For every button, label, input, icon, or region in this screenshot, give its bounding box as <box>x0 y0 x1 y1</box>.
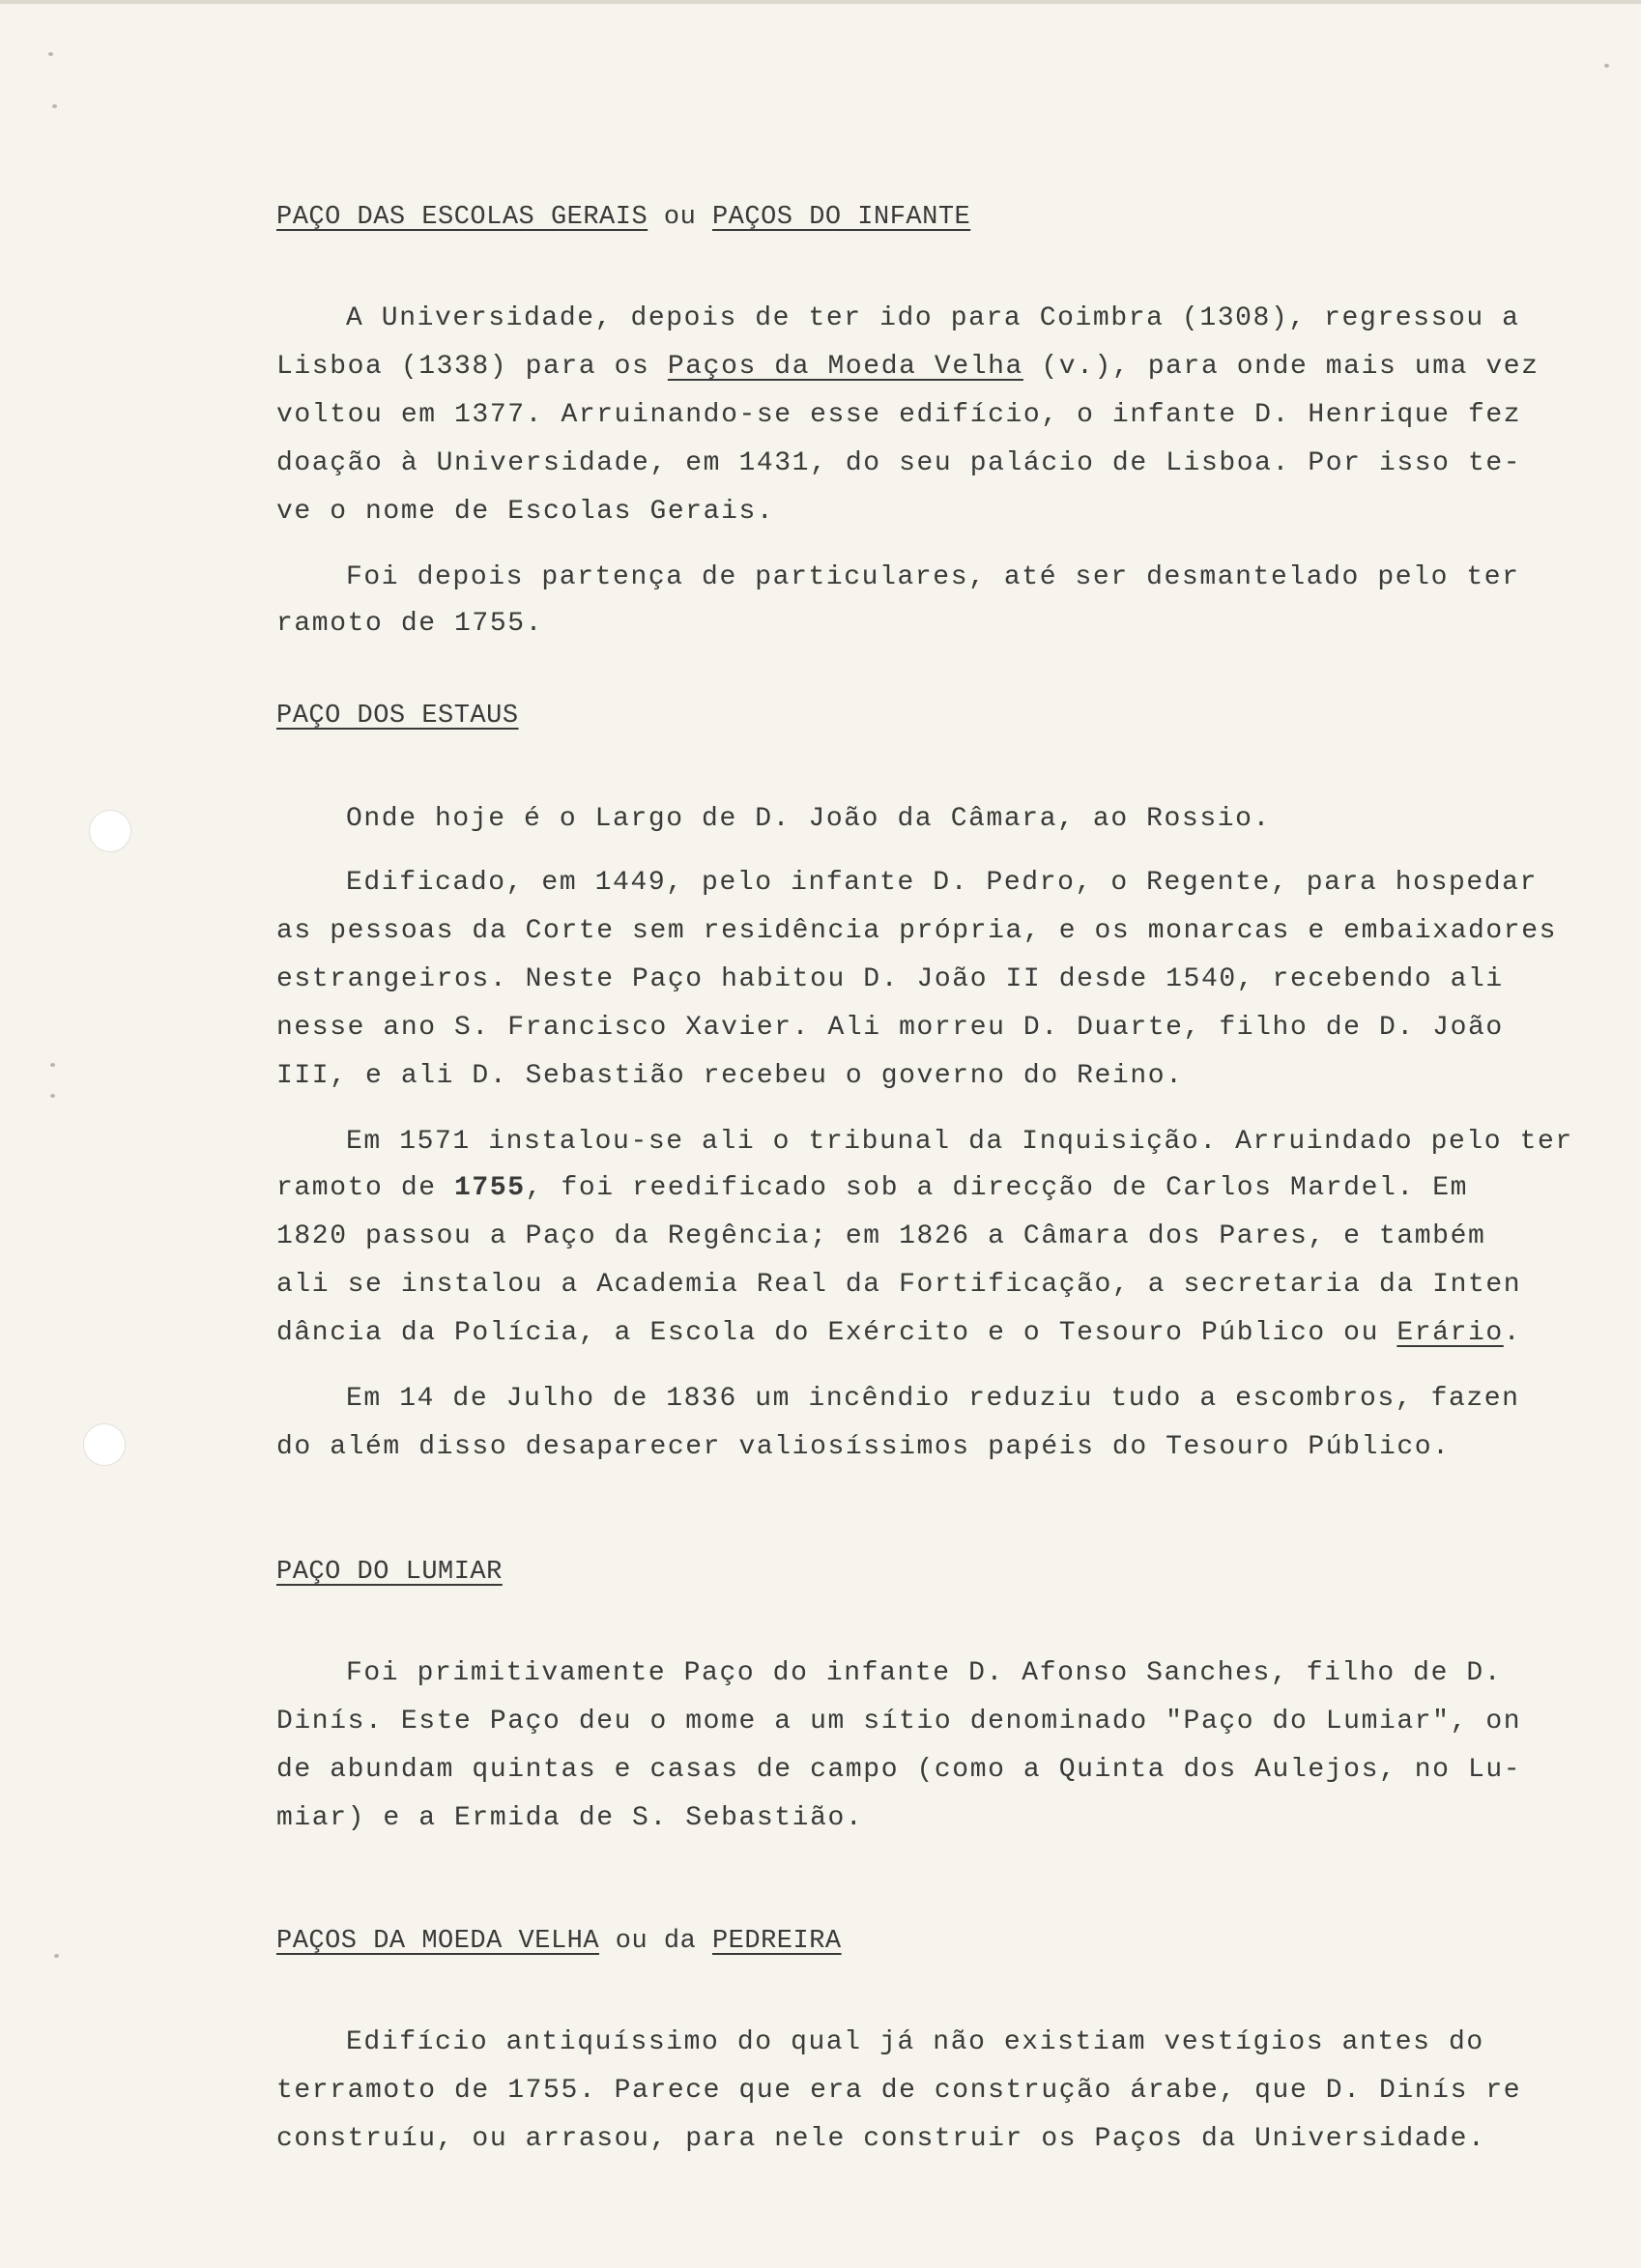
paragraph-line: Em 14 de Julho de 1836 um incêndio reduziu tudo a escombros, fazen <box>346 1384 1520 1414</box>
paragraph-line: nesse ano S. Francisco Xavier. Ali morreu D. Duarte, filho de D. João <box>276 1013 1504 1043</box>
paragraph-line: ramoto de 1755. <box>276 609 544 639</box>
paragraph-line: terramoto de 1755. Parece que era de construção árabe, que D. Dinís re <box>276 2076 1522 2106</box>
paragraph-line: ramoto de 1755, foi reedificado sob a direcção de Carlos Mardel. Em <box>276 1173 1469 1203</box>
paper-speck <box>52 104 57 108</box>
paragraph-line: voltou em 1377. Arruinando-se esse edifício, o infante D. Henrique fez <box>276 400 1522 430</box>
paragraph-line: 1820 passou a Paço da Regência; em 1826 a Câmara dos Pares, e também <box>276 1221 1486 1251</box>
paragraph-line: de abundam quintas e casas de campo (como a Quinta dos Aulejos, no Lu- <box>276 1755 1522 1785</box>
paragraph-line: ve o nome de Escolas Gerais. <box>276 497 775 527</box>
section-heading-estaus: PAÇO DOS ESTAUS <box>276 702 519 731</box>
paragraph-line: Foi depois partença de particulares, até ser desmantelado pelo ter <box>346 562 1520 592</box>
paragraph-line: doação à Universidade, em 1431, do seu palácio de Lisboa. Por isso te- <box>276 448 1522 478</box>
paragraph-line: construíu, ou arrasou, para nele construir os Paços da Universidade. <box>276 2124 1486 2154</box>
paragraph-line: Edificado, em 1449, pelo infante D. Pedro, o Regente, para hospedar <box>346 868 1538 898</box>
reference-link-text: Erário <box>1396 1318 1504 1348</box>
paragraph-line: A Universidade, depois de ter ido para Coimbra (1308), regressou a <box>346 303 1520 333</box>
paragraph-line: dância da Polícia, a Escola do Exército e o Tesouro Público ou Erário. <box>276 1318 1522 1348</box>
paper-speck <box>50 1094 55 1098</box>
corrected-year: 1755 <box>454 1173 526 1203</box>
reference-link-text: Paços da Moeda Velha <box>667 352 1023 382</box>
paragraph-line: Foi primitivamente Paço do infante D. Afonso Sanches, filho de D. <box>346 1658 1503 1688</box>
section-heading-moeda-velha: PAÇOS DA MOEDA VELHA ou da PEDREIRA <box>276 1927 842 1956</box>
paragraph-line: ali se instalou a Academia Real da Fortificação, a secretaria da Inten <box>276 1270 1522 1300</box>
paragraph-line: as pessoas da Corte sem residência própria, e os monarcas e embaixadores <box>276 916 1557 946</box>
paper-speck <box>54 1954 59 1958</box>
paragraph-line: Onde hoje é o Largo de D. João da Câmara, ao Rossio. <box>346 804 1271 834</box>
paragraph-line: III, e ali D. Sebastião recebeu o governo do Reino. <box>276 1061 1184 1091</box>
paragraph-line: Edifício antiquíssimo do qual já não existiam vestígios antes do <box>346 2027 1484 2057</box>
paper-speck <box>48 52 53 56</box>
paragraph-line: Lisboa (1338) para os Paços da Moeda Velha (v.), para onde mais uma vez <box>276 352 1540 382</box>
paragraph-line: miar) e a Ermida de S. Sebastião. <box>276 1803 864 1833</box>
punch-hole <box>89 810 131 852</box>
paper-speck <box>1604 64 1609 68</box>
section-heading-lumiar: PAÇO DO LUMIAR <box>276 1558 503 1587</box>
paragraph-line: Dinís. Este Paço deu o mome a um sítio denominado "Paço do Lumiar", on <box>276 1707 1522 1737</box>
paragraph-line: Em 1571 instalou-se ali o tribunal da Inquisição. Arruindado pelo ter <box>346 1127 1573 1157</box>
paper-speck <box>50 1063 55 1067</box>
paragraph-line: estrangeiros. Neste Paço habitou D. João II desde 1540, recebendo ali <box>276 964 1504 994</box>
section-heading-escolas-gerais: PAÇO DAS ESCOLAS GERAIS ou PAÇOS DO INFANTE <box>276 203 971 232</box>
paragraph-line: do além disso desaparecer valiosíssimos papéis do Tesouro Público. <box>276 1432 1451 1462</box>
punch-hole <box>83 1423 126 1466</box>
